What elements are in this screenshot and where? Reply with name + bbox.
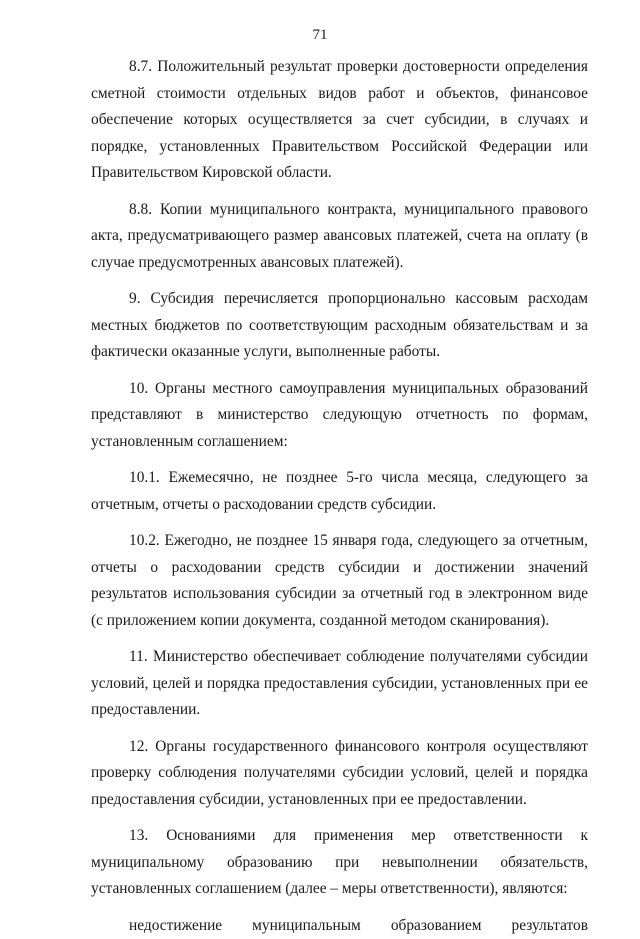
page-number: 71 bbox=[0, 27, 640, 44]
paragraph-10-1: 10.1. Ежемесячно, не позднее 5-го числа месяца, следующего за отчетным, отчеты о расходовании средств субсидии. bbox=[91, 465, 588, 518]
paragraph-12: 12. Органы государственного финансового контроля осуществляют проверку соблюдения получателями субсидии условий, целей и порядка предоставления субсидии, установленных при ее предоставлении. bbox=[91, 734, 588, 814]
document-body bbox=[91, 54, 588, 939]
paragraph-9: 9. Субсидия перечисляется пропорционально кассовым расходам местных бюджетов по соответствующим расходным обязательствам и за фактически оказанные услуги, выполненные работы. bbox=[91, 286, 588, 366]
paragraph-13: 13. Основаниями для применения мер ответственности к муниципальному образованию при невыполнении обязательств, установленных соглашением (далее – меры ответственности), являются: bbox=[91, 823, 588, 903]
paragraph-11: 11. Министерство обеспечивает соблюдение получателями субсидии условий, целей и порядка предоставления субсидии, установленных при ее предоставлении. bbox=[91, 644, 588, 724]
paragraph-10: 10. Органы местного самоуправления муниципальных образований представляют в министерство следующую отчетность по формам, установленным соглашением: bbox=[91, 376, 588, 456]
paragraph-8-7: 8.7. Положительный результат проверки достоверности определения сметной стоимости отдельных видов работ и объектов, финансовое обеспечение которых осуществляется за счет субсидии, в случаях и порядке, установленных Правительством Российской Федерации или Правительством Кировской области. bbox=[91, 54, 588, 187]
paragraph-8-8: 8.8. Копии муниципального контракта, муниципального правового акта, предусматривающего размер авансовых платежей, счета на оплату (в случае предусмотренных авансовых платежей). bbox=[91, 197, 588, 277]
paragraph-13-continuation: недостижение муниципальным образованием результатов bbox=[91, 913, 588, 939]
paragraph-10-2: 10.2. Ежегодно, не позднее 15 января года, следующего за отчетным, отчеты о расходовании средств субсидии и достижении значений результатов использования субсидии за отчетный год в электронном виде (с приложением копии документа, созданной методом сканирования). bbox=[91, 528, 588, 634]
